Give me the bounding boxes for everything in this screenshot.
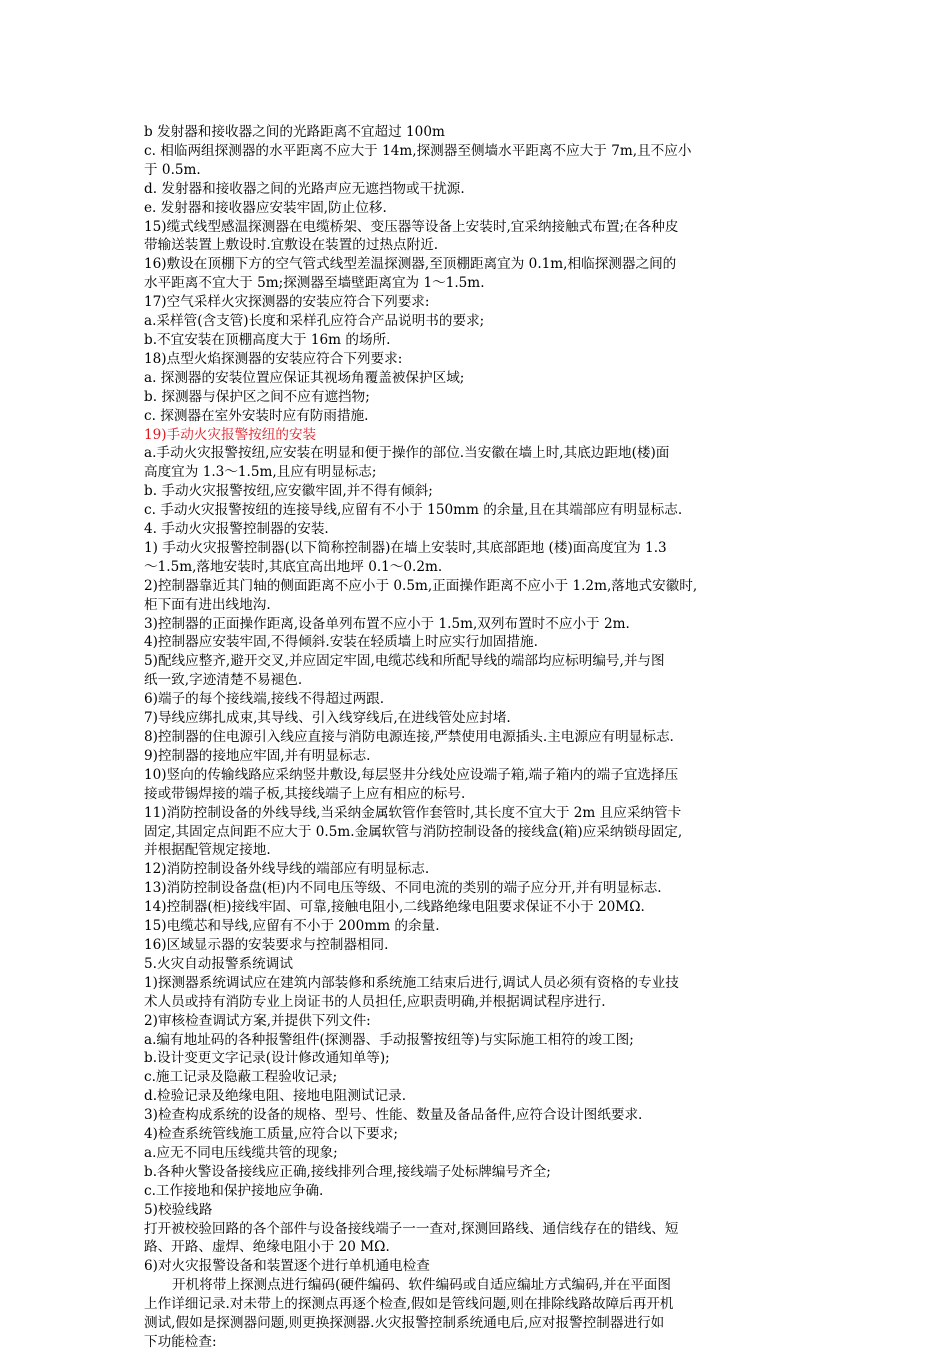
text-line: 5)校验线路	[144, 1201, 213, 1218]
text-line: 8)控制器的住电源引入线应直接与消防电源连接,严禁使用电源插头.主电源应有明显标志.	[144, 729, 674, 745]
text-line: 10)竖向的传输线路应采纳竖井敷设,每层竖井分线处应设端子箱,端子箱内的端子宜选择压	[144, 766, 679, 783]
text-line: 15)缆式线型感温探测器在电缆桥架、变压器等设备上安装时,宜采纳接触式布置;在各种皮	[144, 218, 679, 235]
text-line: 柜下面有进出线地沟.	[144, 596, 271, 613]
text-line: d.检验记录及绝缘电阻、接地电阻测试记录.	[144, 1088, 407, 1105]
text-line: 并根据配管规定接地.	[144, 842, 271, 859]
text-line: c. 探测器在室外安装时应有防雨措施.	[144, 407, 369, 424]
text-line: a.应无不同电压线缆共管的现象;	[144, 1144, 338, 1161]
text-line: 打开被校验回路的各个部件与设备接线端子一一查对,探测回路线、通信线存在的错线、短	[144, 1220, 679, 1237]
text-line: 12)消防控制设备外线导线的端部应有明显标志.	[144, 861, 430, 878]
text-line: 6)端子的每个接线端,接线不得超过两跟.	[144, 691, 385, 708]
text-line: b.设计变更文字记录(设计修改通知单等);	[144, 1050, 390, 1067]
text-line: 16)敷设在顶棚下方的空气管式线型差温探测器,至顶棚距离宜为 0.1m,相临探测器之间的	[144, 256, 677, 273]
text-line: 2)控制器靠近其门轴的侧面距离不应小于 0.5m,正面操作距离不应小于 1.2m,落地式安徽时,	[144, 577, 698, 594]
text-line: 测试,假如是探测器问题,则更换探测器.火灾报警控制系统通电后,应对报警控制器进行如	[144, 1315, 665, 1332]
text-line: 15)电缆芯和导线,应留有不小于 200mm 的余量.	[144, 918, 440, 935]
text-line: 5)配线应整齐,避开交叉,并应固定牢固,电缆芯线和所配导线的端部均应标明编号,并与图	[144, 653, 665, 670]
text-line: e. 发射器和接收器应安装牢固,防止位移.	[144, 199, 387, 216]
text-line: 固定,其固定点间距不应大于 0.5m.金属软管与消防控制设备的接线盒(箱)应采纳锁母固定,	[144, 823, 683, 840]
text-line: c.施工记录及隐蔽工程验收记录;	[144, 1069, 338, 1086]
text-line: c.工作接地和保护接地应争确.	[144, 1182, 324, 1199]
text-line: a.采样管(含支管)长度和采样孔应符合产品说明书的要求;	[144, 313, 485, 330]
text-line: a.编有地址码的各种报警组件(探测器、手动报警按纽等)与实际施工相符的竣工图;	[144, 1031, 634, 1048]
text-line: 3)控制器的正面操作距离,设备单列布置不应小于 1.5m,双列布置时不应小于 2m.	[144, 615, 630, 632]
text-line: 下功能检查:	[144, 1334, 217, 1350]
text-line: d. 发射器和接收器之间的光路声应无遮挡物或干扰源.	[144, 180, 465, 197]
text-line: 于 0.5m.	[144, 161, 201, 178]
text-line: 术人员或持有消防专业上岗证书的人员担任,应职责明确,并根据调试程序进行.	[144, 993, 606, 1010]
text-line: 纸一致,字迹清楚不易褪色.	[144, 672, 303, 689]
text-line: 14)控制器(柜)接线牢固、可靠,接触电阻小,二线路绝缘电阻要求保证不小于 20MΩ.	[144, 899, 645, 916]
text-line: 上作详细记录.对未带上的探测点再逐个检查,假如是管线问题,则在排除线路故障后再开机	[144, 1296, 674, 1313]
text-line: 接或带锡焊接的端子板,其接线端子上应有相应的标号.	[144, 785, 466, 802]
section-heading-red: 19)手动火灾报警按纽的安装	[144, 426, 317, 443]
text-line: b 发射器和接收器之间的光路距离不宜超过 100m	[144, 124, 445, 140]
text-line: 17)空气采样火灾探测器的安装应符合下列要求:	[144, 294, 430, 311]
text-line: 5.火灾自动报警系统调试	[144, 955, 293, 972]
text-line: 路、开路、虚焊、绝缘电阻小于 20 MΩ.	[144, 1239, 390, 1256]
text-line: c. 相临两组探测器的水平距离不应大于 14m,探测器至侧墙水平距离不应大于 7m,且不应小	[144, 142, 692, 159]
text-line: 3)检查构成系统的设备的规格、型号、性能、数量及备品备件,应符合设计图纸要求.	[144, 1107, 643, 1124]
text-line: 16)区域显示器的安装要求与控制器相同.	[144, 936, 389, 953]
text-line: b.各种火警设备接线应正确,接线排列合理,接线端子处标牌编号齐全;	[144, 1163, 551, 1180]
text-line: b.不宜安装在顶棚高度大于 16m 的场所.	[144, 331, 391, 348]
text-line: b. 探测器与保护区之间不应有遮挡物;	[144, 388, 370, 405]
text-line: 开机将带上探测点进行编码(硬件编码、软件编码或自适应编址方式编码,并在平面图	[172, 1277, 671, 1294]
text-line: a.手动火灾报警按纽,应安装在明显和便于操作的部位.当安徽在墙上时,其底边距地(楼)面	[144, 445, 670, 462]
text-line: 1)探测器系统调试应在建筑内部装修和系统施工结束后进行,调试人员必须有资格的专业技	[144, 974, 679, 991]
text-line: 18)点型火焰探测器的安装应符合下列要求:	[144, 350, 403, 367]
text-line: 带输送装置上敷设时.宜敷设在装置的过热点附近.	[144, 237, 439, 254]
text-line: 2)审核检查调试方案,并提供下列文件:	[144, 1012, 371, 1029]
text-line: 1) 手动火灾报警控制器(以下简称控制器)在墙上安装时,其底部距地 (楼)面高度宜为 1.3	[144, 539, 667, 556]
document-body	[144, 123, 812, 1352]
text-line: a. 探测器的安装位置应保证其视场角覆盖被保护区域;	[144, 369, 465, 386]
text-line: b. 手动火灾报警按纽,应安徽牢固,并不得有倾斜;	[144, 483, 433, 500]
text-line: 9)控制器的接地应牢固,并有明显标志.	[144, 747, 371, 764]
text-line: 6)对火灾报警设备和装置逐个进行单机通电检查	[144, 1258, 430, 1275]
text-line: 4)控制器应安装牢固,不得倾斜.安装在轻质墙上时应实行加固措施.	[144, 634, 538, 651]
text-line: 11)消防控制设备的外线导线,当采纳金属软管作套管时,其长度不宜大于 2m 且应采纳管卡	[144, 804, 682, 821]
text-line: c. 手动火灾报警按纽的连接导线,应留有不小于 150mm 的余量,且在其端部应有明显标志.	[144, 502, 683, 519]
text-line: 4)检查系统管线施工质量,应符合以下要求;	[144, 1126, 398, 1143]
text-line: 13)消防控制设备盘(柜)内不同电压等级、不同电流的类别的端子应分开,并有明显标志.	[144, 880, 662, 897]
text-line: ～1.5m,落地安装时,其底宜高出地坪 0.1～0.2m.	[144, 558, 443, 575]
text-line: 水平距离不宜大于 5m;探测器至墙壁距离宜为 1～1.5m.	[144, 275, 485, 292]
text-line: 高度宜为 1.3～1.5m,且应有明显标志;	[144, 464, 377, 481]
text-line: 7)导线应绑扎成束,其导线、引入线穿线后,在进线管处应封堵.	[144, 710, 511, 727]
text-line: 4. 手动火灾报警控制器的安装.	[144, 521, 329, 538]
